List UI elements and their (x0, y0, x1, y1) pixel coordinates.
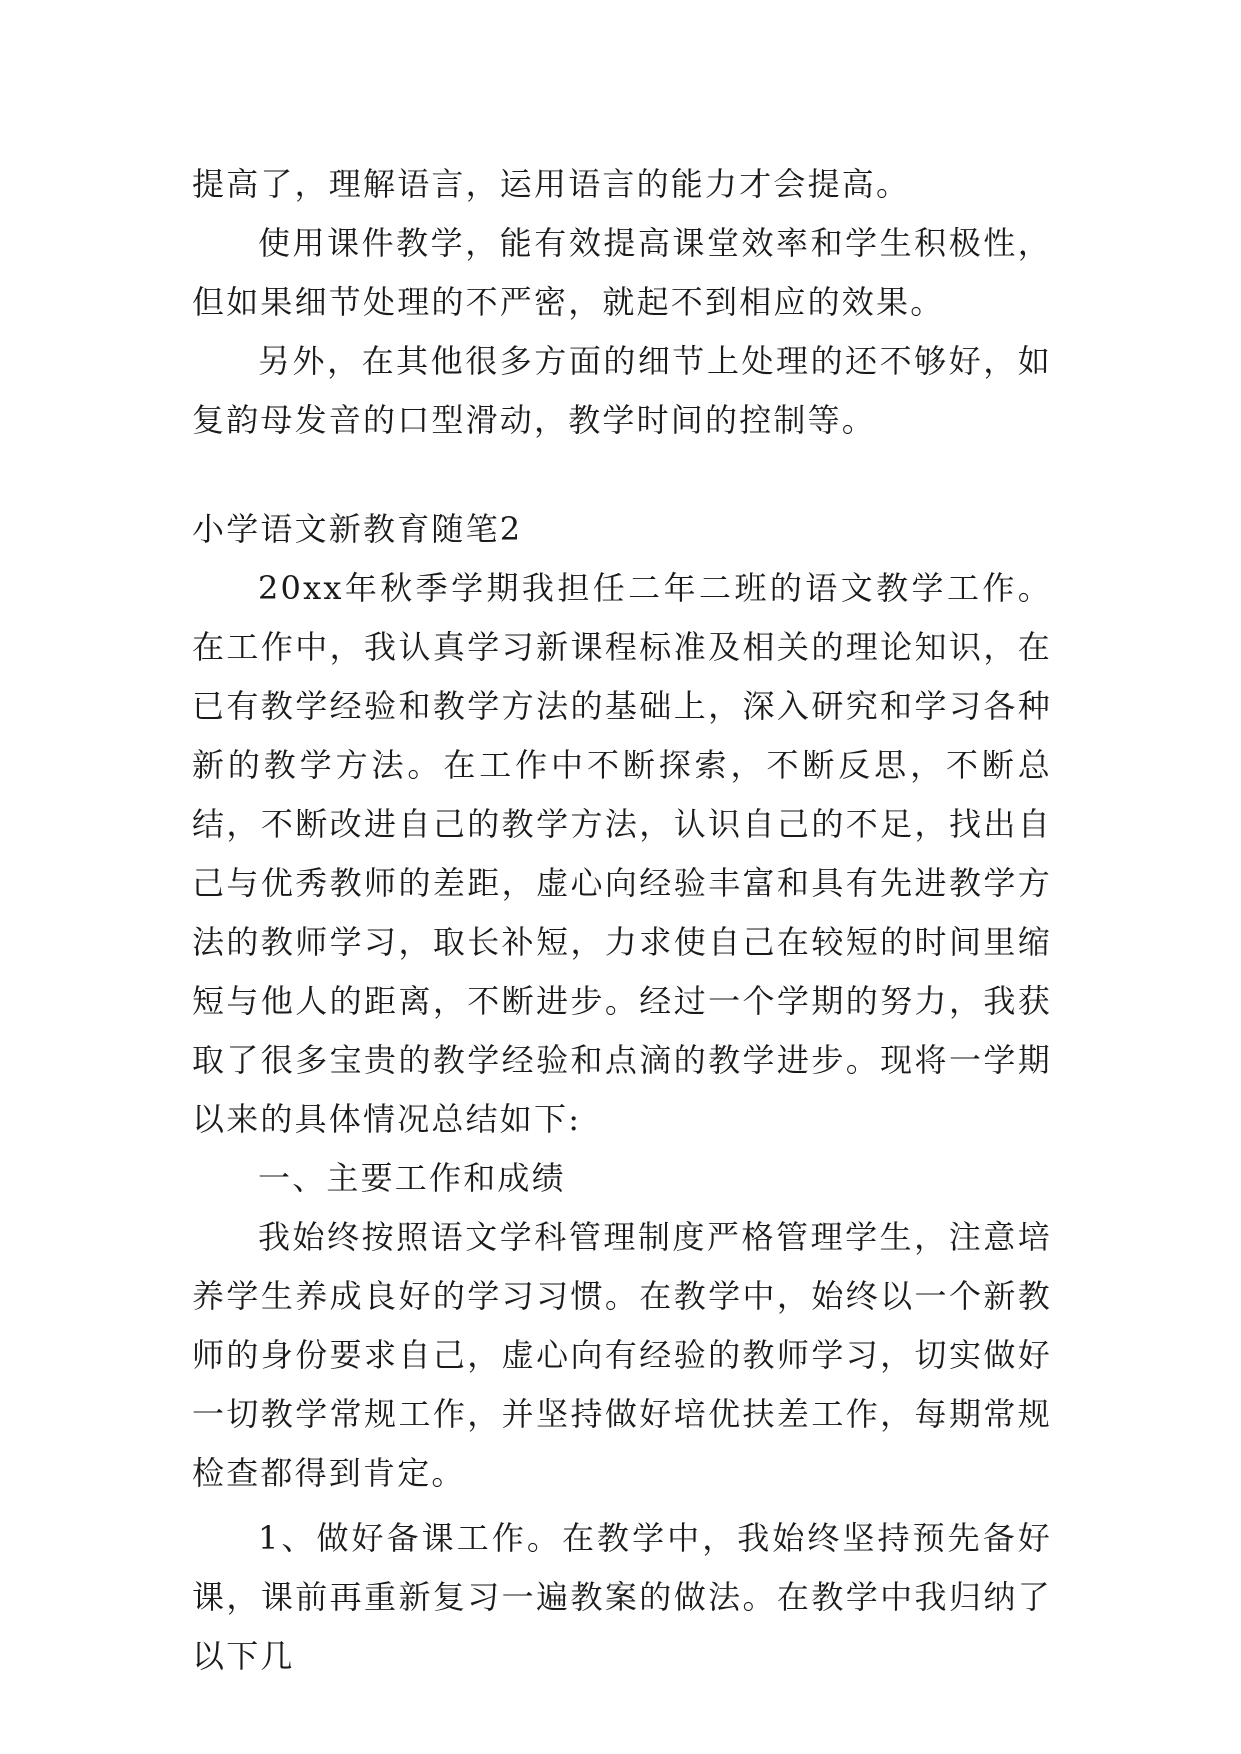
document-body (192, 155, 1052, 1686)
paragraph: 1、做好备课工作。在教学中，我始终坚持预先备好课，课前再重新复习一遍教案的做法。在教学中我归纳了以下几 (192, 1519, 1052, 1675)
section-title: 小学语文新教育随笔2 (192, 510, 523, 548)
paragraph: 提高了，理解语言，运用语言的能力才会提高。 (192, 165, 911, 203)
paragraph: 另外，在其他很多方面的细节上处理的还不够好，如复韵母发音的口型滑动，教学时间的控制等。 (192, 342, 1052, 439)
section-heading: 一、主要工作和成绩 (258, 1159, 566, 1197)
paragraph: 20xx年秋季学期我担任二年二班的语文教学工作。在工作中，我认真学习新课程标准及相关的理论知识，在已有教学经验和教学方法的基础上，深入研究和学习各种新的教学方法。在工作中不断探索，不断反思，不断总结，不断改进自己的教学方法，认识自己的不足，找出自己与优秀教师的差距，虚心向经验丰富和具有先进教学方法的教师学习，取长补短，力求使自己在较短的时间里缩短与他人的距离，不断进步。经过一个学期的努力，我获取了很多宝贵的教学经验和点滴的教学进步。现将一学期以来的具体情况总结如下: (192, 569, 1052, 1138)
paragraph: 使用课件教学，能有效提高课堂效率和学生积极性，但如果细节处理的不严密，就起不到相应的效果。 (192, 224, 1052, 321)
paragraph: 我始终按照语文学科管理制度严格管理学生，注意培养学生养成良好的学习习惯。在教学中，始终以一个新教师的身份要求自己，虚心向有经验的教师学习，切实做好一切教学常规工作，并坚持做好培优扶差工作，每期常规检查都得到肯定。 (192, 1218, 1052, 1492)
